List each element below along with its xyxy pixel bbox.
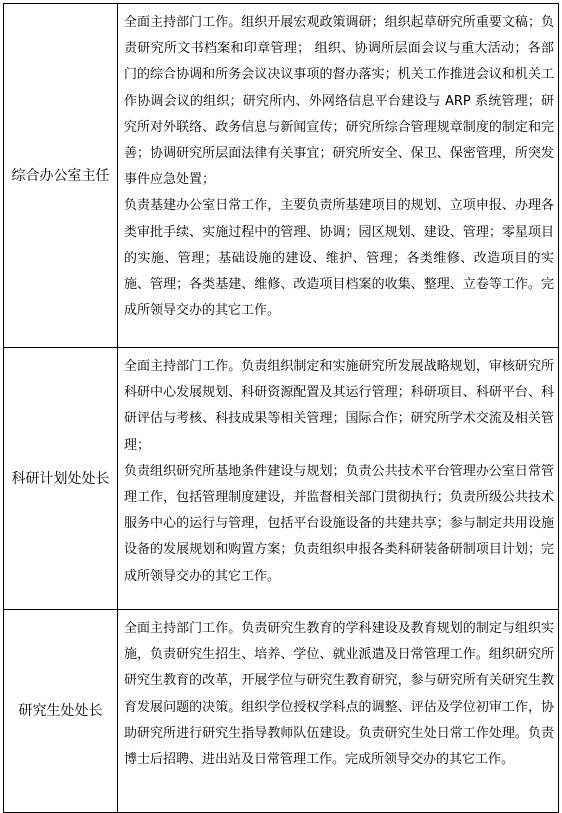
table-row [4,4,559,348]
duties-paragraph: 负责组织研究所基地条件建设与规划；负责公共技术平台管理办公室日常管理工作，包括管理制度建设，并监督相关部门贯彻执行；负责所级公共技术服务中心的运行与管理，包括平台设施设备的共建共享；参与制定共用设施设备的发展规划和购置方案；负责组织申报各类科研装备研制项目计划；完成所领导交办的其它工作。 [124,463,554,584]
job-duties-table [3,3,559,813]
table-row [4,610,559,813]
table-row [4,348,559,610]
duties-paragraph: 负责基建办公室日常工作，主要负责所基建项目的规划、立项申报、办理各类审批手续、实施过程中的管理、协调；园区规划、建设、管理；零星项目的实施、管理；基础设施的建设、维护、管理；各类维修、改造项目的实施、管理；各类基建、维修、改造项目档案的收集、整理、立卷等工作。完成所领导交办的其它工作。 [124,198,554,319]
duties-paragraph: 全面主持部门工作。组织开展宏观政策调研；组织起草研究所重要文稿；负责研究所文书档案和印章管理； 组织、协调所层面会议与重大活动；各部门的综合协调和所务会议决议事项的督办落实；机关工作推进会议和机关工作协调会议的组织；研究所内、外网络信息平台建设与 ARP 系统管理；研究所对外联络、政务信息与新闻宣传；研究所综合管理规章制度的制定和完善；协调研究所层面法律有关事宜；研究所安全、保卫、保密管理，所突发事件应急处置； [124,15,554,188]
duties-paragraph: 全面主持部门工作。负责组织制定和实施研究所发展战略规划，审核研究所科研中心发展规划、科研资源配置及其运行管理；科研项目、科研平台、科研评估与考核、科技成果等相关管理；国际合作；研究所学术交流及相关管理； [124,359,554,453]
role-cell: 综合办公室主任 [4,4,118,348]
role-cell: 科研计划处处长 [4,348,118,610]
duties-cell [118,4,559,348]
duties-cell [118,610,559,813]
duties-cell [118,348,559,610]
duties-paragraph: 全面主持部门工作。负责研究生教育的学科建设及教育规划的制定与组织实施，负责研究生招生、培养、学位、就业派遣及日常管理工作。组织研究所研究生教育的改革，开展学位与研究生教育研究，参与研究所有关研究生教育发展问题的决策。组织学位授权学科点的调整、评估及学位初审工作，协助研究所进行研究生指导教师队伍建设。负责研究生处日常工作处理。负责博士后招聘、进出站及日常管理工作。完成所领导交办的其它工作。 [124,621,554,768]
role-cell: 研究生处处长 [4,610,118,813]
